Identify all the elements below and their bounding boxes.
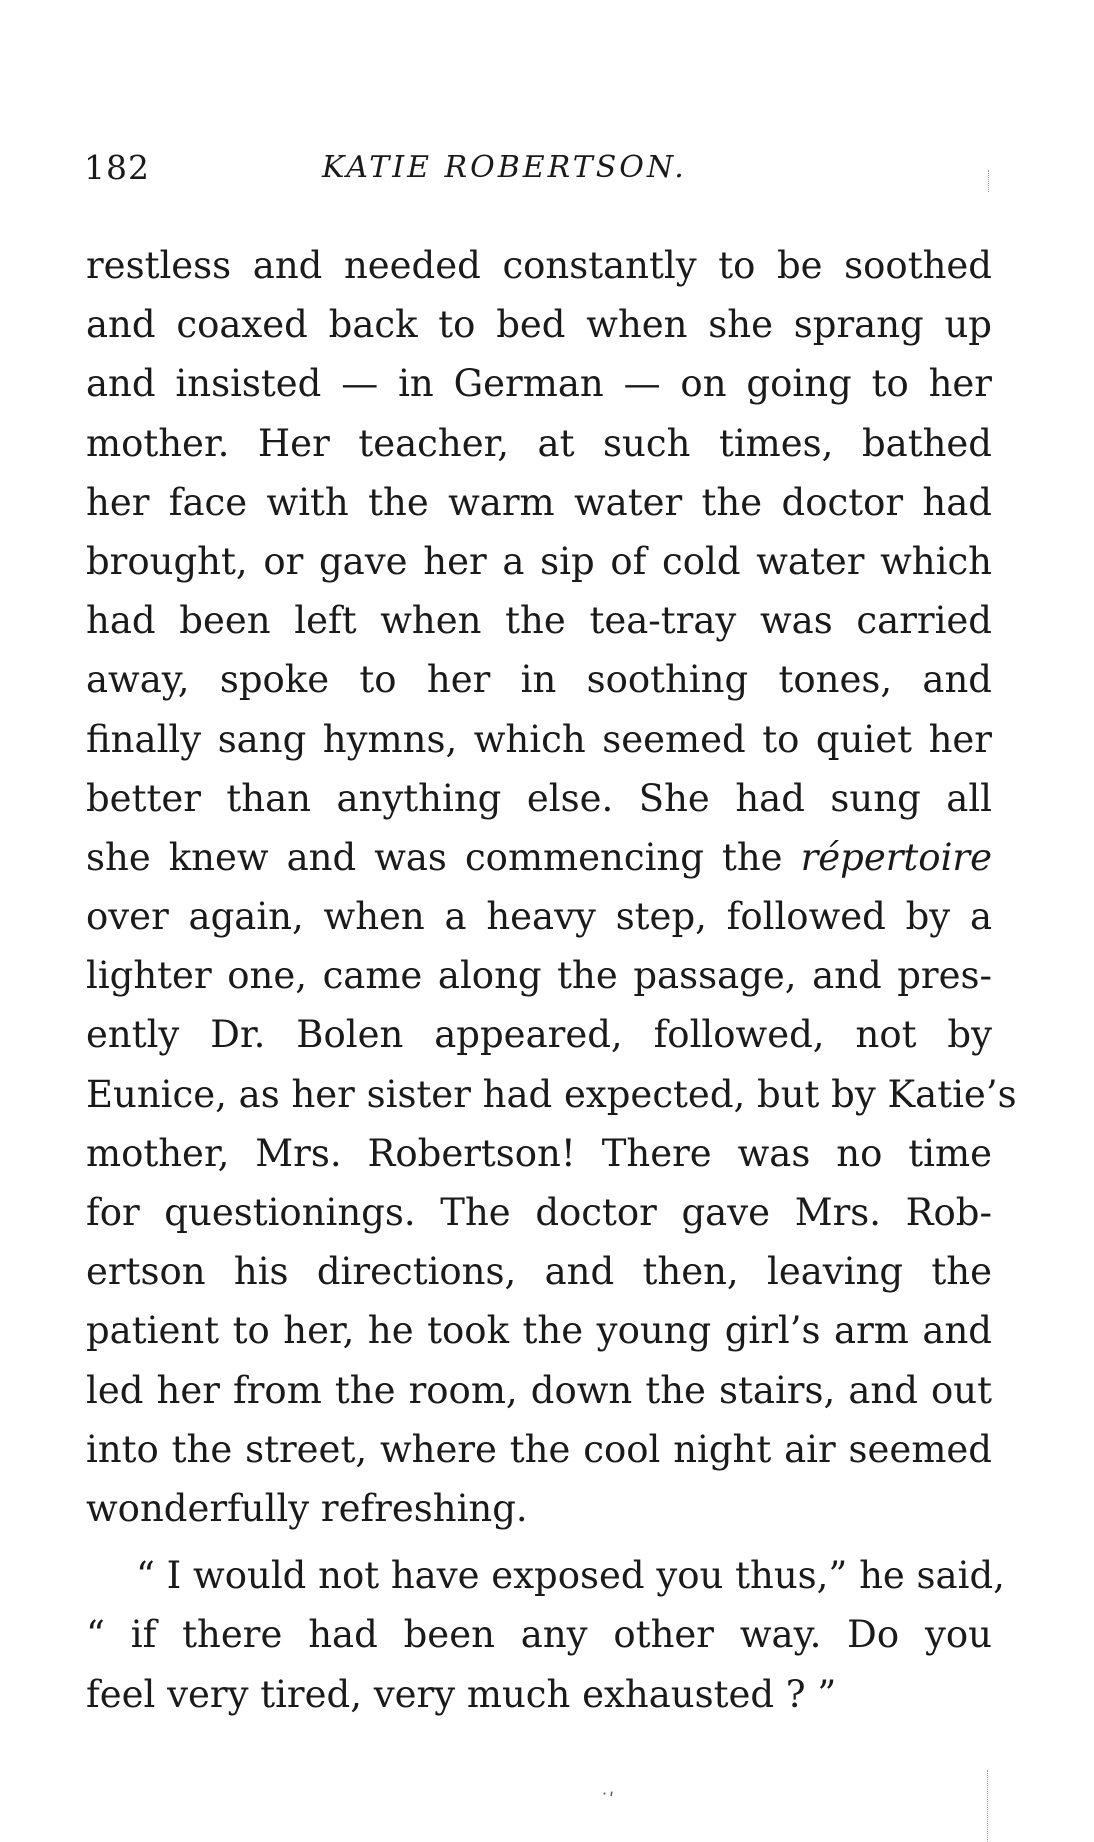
text-line: better than anything else. She had sung all (86, 776, 992, 820)
scan-edge-mark (987, 1770, 994, 1842)
paragraph-2 (86, 1546, 1005, 1724)
page-number: 182 (84, 148, 150, 187)
text-line: lighter one, came along the passage, and pres- (86, 954, 992, 998)
text-line: ently Dr. Bolen appeared, followed, not by (86, 1013, 992, 1057)
text-line: and insisted — in German — on going to her (86, 362, 992, 406)
scan-speck: ˙ʹ (600, 1790, 615, 1811)
italic-word: répertoire (800, 835, 992, 879)
text-line: patient to her, he took the young girl’s arm and (86, 1309, 992, 1353)
page-header (84, 148, 1004, 198)
text-line: brought, or gave her a sip of cold water which (86, 539, 992, 583)
text-line: into the street, where the cool night air seemed (86, 1427, 992, 1471)
text-line: and coaxed back to bed when she sprang up (86, 303, 992, 347)
text-line: ertson his directions, and then, leaving the (86, 1250, 992, 1294)
scan-edge-mark (988, 170, 991, 192)
text-line-with-italic: she knew and was commencing the répertoire (86, 835, 992, 879)
text-line: had been left when the tea-tray was carried (86, 599, 992, 643)
body-text (86, 236, 1017, 1724)
text-line: away, spoke to her in soothing tones, and (86, 658, 992, 702)
text-line: mother. Her teacher, at such times, bathed (86, 421, 992, 465)
text-line: led her from the room, down the stairs, and out (86, 1368, 992, 1412)
text-line: for questionings. The doctor gave Mrs. Rob- (86, 1191, 992, 1234)
running-title: KATIE ROBERTSON. (322, 150, 687, 185)
text-line: feel very tired, very much exhausted ? ” (86, 1672, 837, 1716)
text-line: “ if there had been any other way. Do you (86, 1613, 992, 1657)
paragraph-1 (86, 236, 1017, 1538)
text-line: “ I would not have exposed you thus,” he said, (136, 1554, 1005, 1598)
text-line: wonderfully refreshing. (86, 1486, 528, 1530)
text-line: over again, when a heavy step, followed by a (86, 895, 992, 939)
text-line: finally sang hymns, which seemed to quiet her (86, 717, 992, 761)
text-line: mother, Mrs. Robertson! There was no time (86, 1131, 992, 1175)
text-line: Eunice, as her sister had expected, but by Katie’s (86, 1072, 1017, 1116)
text-line: restless and needed constantly to be soothed (86, 244, 992, 287)
text-line: her face with the warm water the doctor had (86, 480, 992, 524)
